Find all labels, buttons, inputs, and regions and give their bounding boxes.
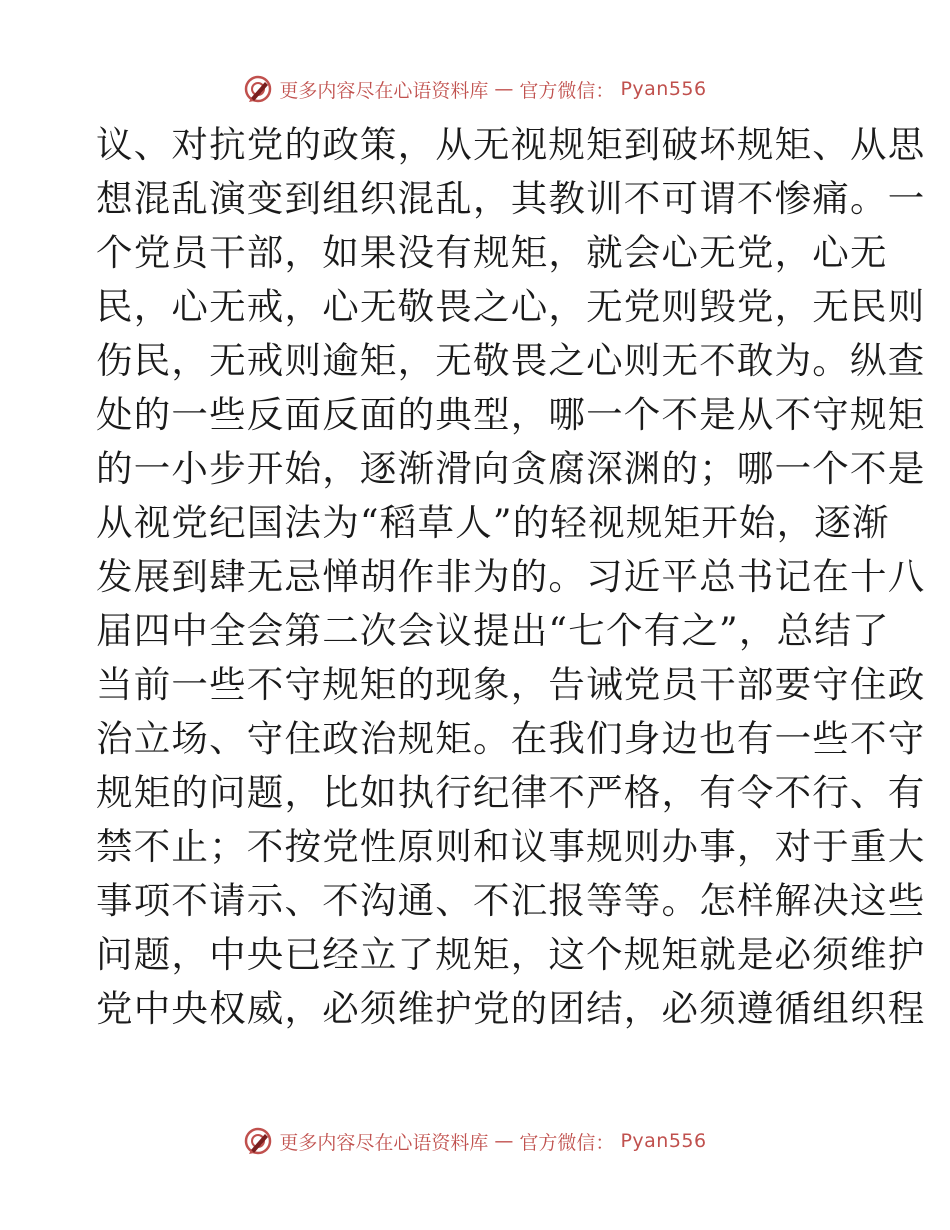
- text-line: 党中央权威，必须维护党的团结，必须遵循组织程: [96, 987, 926, 1030]
- text-line: 禁不止；不按党性原则和议事规则办事，对于重大: [96, 825, 926, 868]
- text-line: 发展到肆无忌惮胡作非为的。习近平总书记在十八: [96, 555, 926, 598]
- watermark-wechat-label: 官方微信：: [519, 1131, 615, 1154]
- watermark-separator: —: [494, 78, 514, 100]
- watermark-wechat-id: Pyan556: [620, 78, 707, 100]
- text-line: 规矩的问题，比如执行纪律不严格，有令不行、有: [96, 771, 926, 814]
- text-line: 处的一些反面反面的典型，哪一个不是从不守规矩: [96, 393, 926, 436]
- text-line: 个党员干部，如果没有规矩，就会心无党，心无: [96, 231, 888, 274]
- body-text: [96, 118, 926, 1036]
- footer-watermark: [0, 1126, 950, 1156]
- watermark-text: 更多内容尽在心语资料库: [279, 79, 489, 102]
- watermark-wechat-id: Pyan556: [620, 1130, 707, 1152]
- text-line: 民，心无戒，心无敬畏之心，无党则毁党，无民则: [96, 285, 926, 328]
- text-line: 问题，中央已经立了规矩，这个规矩就是必须维护: [96, 933, 926, 976]
- text-line: 事项不请示、不沟通、不汇报等等。怎样解决这些: [96, 879, 926, 922]
- text-line: 想混乱演变到组织混乱，其教训不可谓不惨痛。一: [96, 177, 926, 220]
- watermark-wechat-label: 官方微信：: [519, 79, 615, 102]
- pen-logo-icon: [243, 1126, 273, 1156]
- text-line: 届四中全会第二次会议提出“七个有之”，总结了: [96, 609, 890, 652]
- text-line: 当前一些不守规矩的现象，告诫党员干部要守住政: [96, 663, 926, 706]
- text-line: 治立场、守住政治规矩。在我们身边也有一些不守: [96, 717, 926, 760]
- text-line: 伤民，无戒则逾矩，无敬畏之心则无不敢为。纵查: [96, 339, 926, 382]
- header-watermark: [0, 74, 950, 104]
- text-line: 的一小步开始，逐渐滑向贪腐深渊的；哪一个不是: [96, 447, 926, 490]
- watermark-separator: —: [494, 1130, 514, 1152]
- text-line: 议、对抗党的政策，从无视规矩到破坏规矩、从思: [96, 123, 926, 166]
- pen-logo-icon: [243, 74, 273, 104]
- watermark-text: 更多内容尽在心语资料库: [279, 1131, 489, 1154]
- text-line: 从视党纪国法为“稻草人”的轻视规矩开始，逐渐: [96, 501, 890, 544]
